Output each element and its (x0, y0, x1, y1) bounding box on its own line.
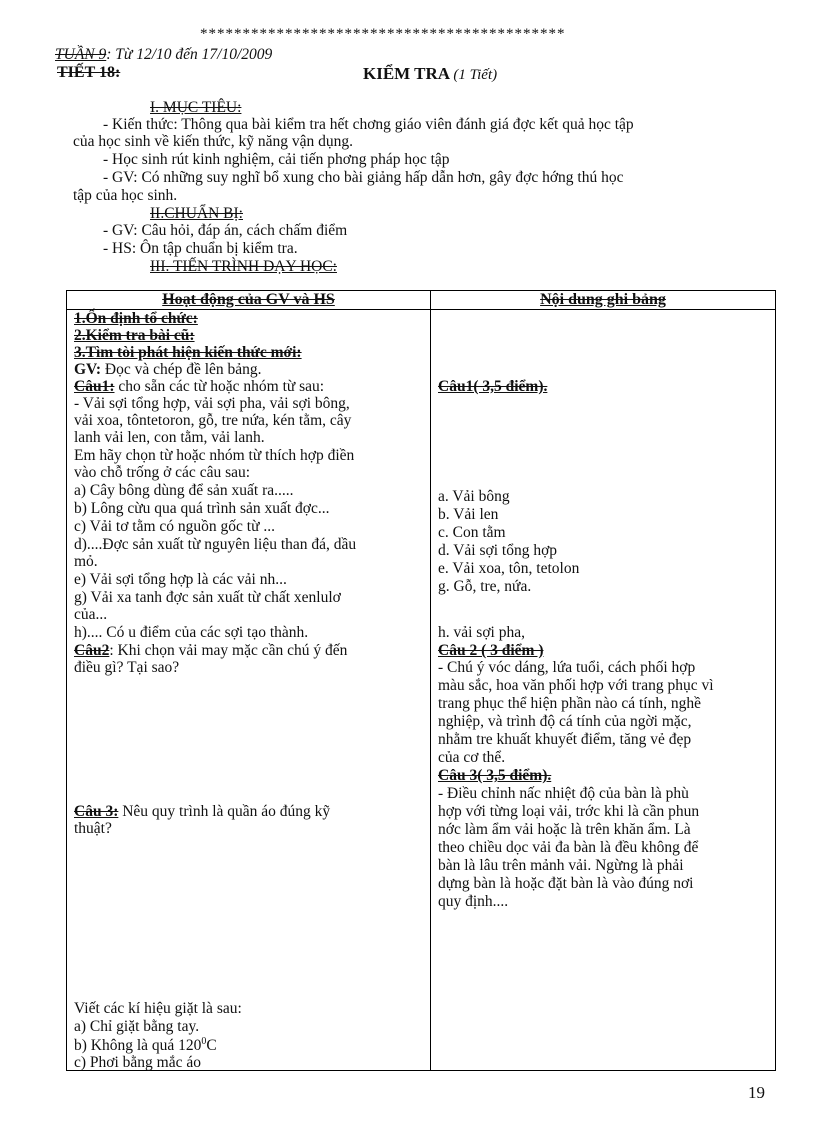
preparation-line-2: - HS: Ôn tập chuẩn bị kiểm tra. (103, 240, 298, 257)
answer-1-a: a. Vải bông (438, 488, 510, 505)
answer-3-line-5: bàn là lâu trên mảnh vải. Ngừng là phải (438, 857, 684, 874)
answer-3-line-7: quy định.... (438, 893, 509, 910)
answer-1-d: d. Vải sợi tổng hợp (438, 542, 558, 559)
section-2: 2.Kiểm tra bài cũ: (74, 327, 195, 344)
answer-1-b: b. Vải len (438, 506, 499, 523)
answer-3-heading: Câu 3( 3,5 điểm). (438, 767, 552, 784)
answer-3-line-1: - Điều chỉnh nấc nhiệt độ của bàn là phù (438, 785, 689, 802)
answer-2-line-5: nhằm tre khuất khuyết điểm, tăng vẻ đẹp (438, 731, 692, 748)
q1-line-1: - Vải sợi tổng hợp, vải sợi pha, vải sợi bông, (74, 395, 350, 412)
page-number: 19 (748, 1083, 765, 1102)
q3-label: Câu 3: (74, 803, 119, 820)
q4-line-1: Viết các kí hiệu giặt là sau: (74, 1000, 242, 1017)
q1-line-4: Em hãy chọn từ hoặc nhóm từ thích hợp điền (74, 447, 355, 464)
title-text: KIỂM TRA (363, 64, 450, 83)
q1-item-a: a) Cây bông dùng để sản xuất ra..... (74, 482, 294, 499)
q3-line-1: Nêu quy trình là quần áo đúng kỹ (118, 803, 331, 820)
q3-line-2: thuật? (74, 820, 112, 837)
preparation-heading: II.CHUẨN BỊ: (150, 205, 243, 222)
answer-3-line-3: nớc làm ẩm vải hoặc là trên khăn ẩm. Là (438, 821, 691, 838)
q1-item-e: e) Vải sợi tổng hợp là các vải nh... (74, 571, 287, 588)
q4-item-b: b) Không là quá $120^0C$ (74, 1036, 217, 1055)
q4-item-c: c) Phơi bằng mắc áo (74, 1054, 201, 1071)
objective-line-3: - Học sinh rút kinh nghiệm, cải tiến phơng pháp học tập (103, 151, 450, 168)
star-separator: ******************************************* (200, 26, 566, 42)
objective-line-2: của học sinh về kiến thức, kỹ năng vận dụng. (73, 133, 354, 150)
section-1: 1.Ổn định tổ chức: (74, 310, 198, 327)
q1-label: Câu1: (74, 378, 115, 395)
objectives-heading: I. MỤC TIÊU: (150, 99, 242, 116)
q2-label: Câu2 (74, 642, 110, 659)
q1-item-g-cont: của... (74, 606, 108, 623)
activities-cell (67, 310, 431, 1071)
answer-3-line-2: hợp với từng loại vải, trớc khi là cần phun (438, 803, 700, 820)
answer-2-line-6: của cơ thể. (438, 749, 506, 766)
q1-line-3: lanh vải len, con tằm, vải lanh. (74, 429, 265, 446)
q1-item-g: g) Vải xa tanh đợc sản xuất từ chất xenlulơ (74, 589, 341, 606)
lesson-table (66, 290, 776, 1071)
gv-instruction (74, 361, 262, 379)
q4-item-a: a) Chỉ giặt bằng tay. (74, 1018, 200, 1035)
col-header-content: Nội dung ghi bảng (431, 291, 776, 310)
answer-2-line-2: màu sắc, hoa văn phối hợp với trang phục vì (438, 677, 714, 694)
section-3: 3.Tìm tòi phát hiện kiến thức mới: (74, 344, 302, 361)
answer-2-line-1: - Chú ý vóc dáng, lứa tuổi, cách phối hợp (438, 659, 696, 676)
answer-1-e: e. Vải xoa, tôn, tetolon (438, 560, 580, 577)
answer-2-line-4: nghiệp, và trình độ cá tính của ngời mặc, (438, 713, 692, 730)
answer-3-line-6: dựng bàn là hoặc đặt bàn là vào đúng nơi (438, 875, 694, 892)
q2-line-1: : Khi chọn vải may mặc cần chú ý đến (109, 642, 348, 659)
objective-line-4: - GV: Có những suy nghĩ bổ xung cho bài giảng hấp dẫn hơn, gây đợc hớng thú học (103, 169, 624, 186)
question-3 (74, 803, 330, 821)
q1-item-b: b) Lông cừu qua quá trình sản xuất đợc... (74, 500, 330, 517)
question-1 (74, 378, 324, 396)
q2-line-2: điều gì? Tại sao? (74, 659, 180, 676)
answer-2-line-3: trang phục thể hiện phần nào cá tính, nghề (438, 695, 701, 712)
answer-3-line-4: theo chiều dọc vải đa bàn là đều không để (438, 839, 699, 856)
answer-2-heading: Câu 2 ( 3 điểm ) (438, 642, 544, 659)
answer-1-c: c. Con tằm (438, 524, 506, 541)
objective-line-5: tập của học sinh. (73, 187, 178, 204)
q1-item-c: c) Vải tơ tằm có nguồn gốc từ ... (74, 518, 275, 535)
objective-line-1: - Kiến thức: Thông qua bài kiểm tra hết chơng giáo viên đánh giá đợc kết quả học tập (103, 116, 634, 133)
gv-text: Đọc và chép đề lên bảng. (101, 361, 262, 378)
title-note: (1 Tiết) (453, 67, 498, 83)
answer-1-heading: Câu1( 3,5 điểm). (438, 378, 548, 395)
answer-1-h: h. vải sợi pha, (438, 624, 525, 641)
q1-line-2: vải xoa, tôntetoron, gỗ, tre nứa, kén tằm, cây (74, 412, 352, 429)
q1-item-h: h).... Có u điểm của các sợi tạo thành. (74, 624, 309, 641)
q1-item-d: d)....Đợc sản xuất từ nguyên liệu than đá, dầu (74, 536, 357, 553)
q1-text: cho sẵn các từ hoặc nhóm từ sau: (114, 378, 325, 395)
week-label: TUẦN 9 (55, 46, 107, 63)
q1-line-5: vào chỗ trống ở các câu sau: (74, 464, 251, 481)
col-header-activities: Hoạt động của GV và HS (67, 291, 431, 310)
content-cell (431, 310, 776, 1071)
page-title (363, 64, 497, 84)
q1-item-d-cont: mỏ. (74, 553, 98, 570)
process-heading: III. TIẾN TRÌNH DẠY HỌC: (150, 258, 337, 275)
gv-label: GV: (74, 361, 101, 378)
lesson-number: TIẾT 18: (57, 64, 121, 81)
preparation-line-1: - GV: Câu hỏi, đáp án, cách chấm điểm (103, 222, 348, 239)
week-line (55, 46, 272, 64)
week-range: : Từ 12/10 đến 17/10/2009 (106, 46, 273, 63)
answer-1-g: g. Gỗ, tre, nứa. (438, 578, 532, 595)
question-2 (74, 642, 347, 660)
